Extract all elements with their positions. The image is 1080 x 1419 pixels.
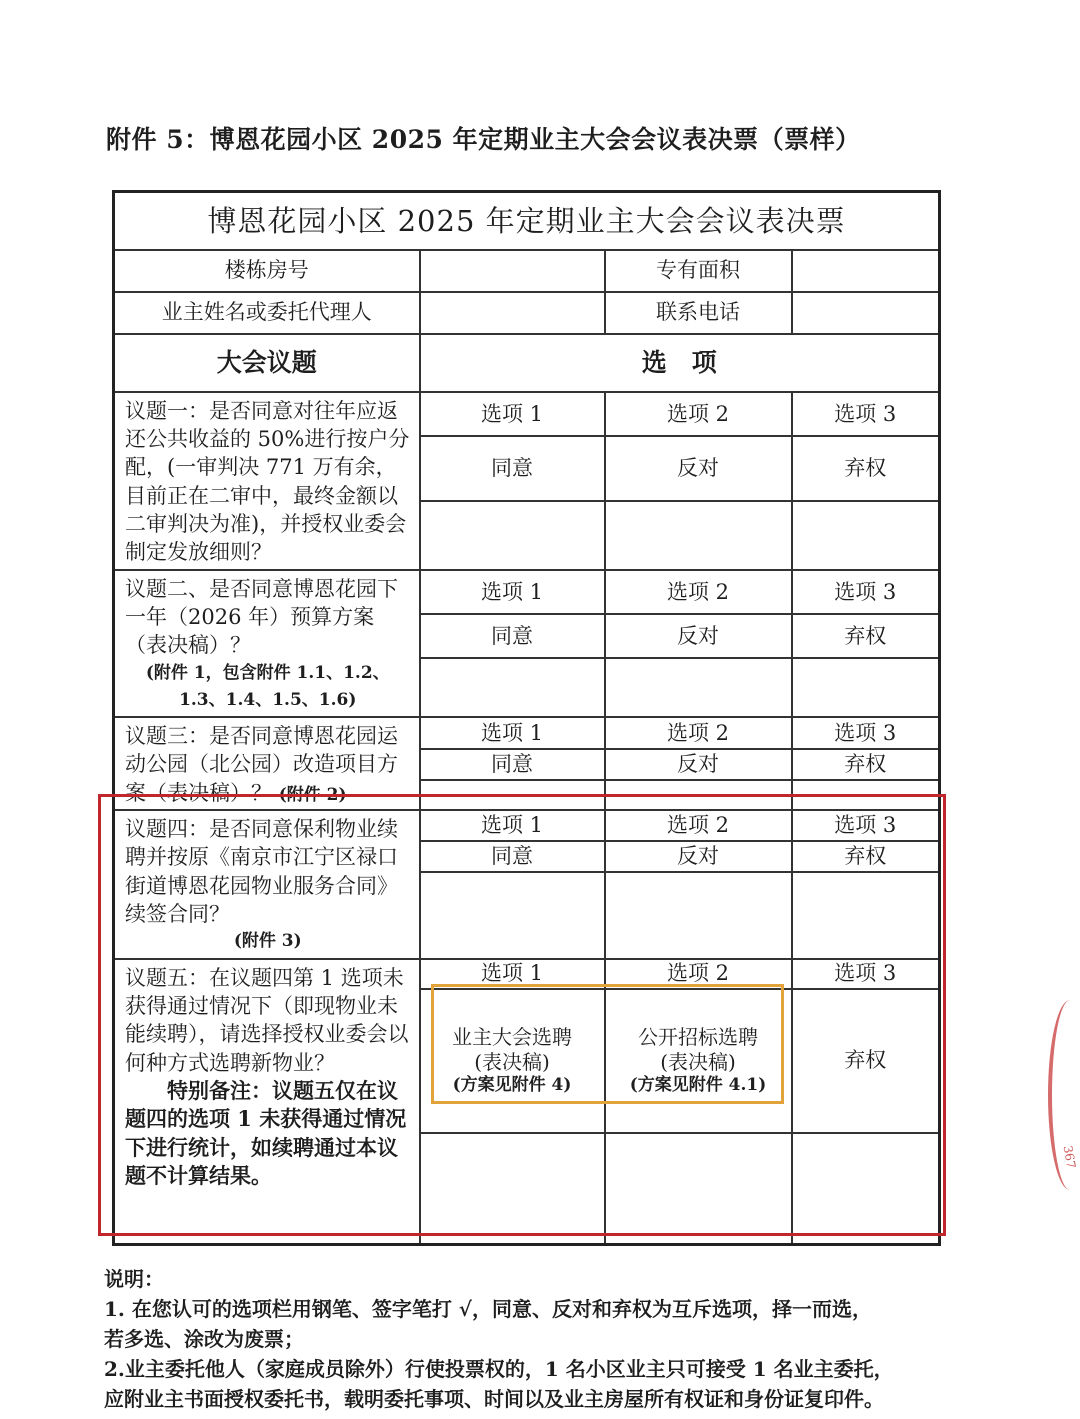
topic-1-option-2-label: 选项 2 bbox=[605, 392, 792, 437]
topic-5-option-2-label: 选项 2 bbox=[605, 959, 792, 989]
topic-5-option-2-title: 公开招标选聘 bbox=[638, 1024, 758, 1049]
instructions-heading: 说明： bbox=[104, 1267, 164, 1291]
area-value-cell[interactable] bbox=[792, 250, 940, 292]
ballot-title: 博恩花园小区 2025 年定期业主大会会议表决票 bbox=[114, 192, 940, 250]
topic-3-agree: 同意 bbox=[420, 749, 605, 781]
topic-4-attachment-ref: (附件 3) bbox=[233, 931, 302, 952]
topic-2-option-1-label: 选项 1 bbox=[420, 570, 605, 615]
topic-5-option-3-label: 选项 3 bbox=[792, 959, 940, 989]
topic-5-option-1-draft: (表决稿) bbox=[474, 1049, 550, 1074]
topic-3-oppose-mark-cell[interactable] bbox=[605, 780, 792, 810]
topic-4-oppose-mark-cell[interactable] bbox=[605, 872, 792, 959]
topic-5-text: 议题五：在议题四第 1 选项未获得通过情况下（即现物业未能续聘），请选择授权业委会以何种方式选聘新物业？ bbox=[125, 965, 409, 1075]
topic-2-cell bbox=[114, 570, 420, 717]
topic-1-oppose: 反对 bbox=[605, 436, 792, 501]
topic-5-option-1-title: 业主大会选聘 bbox=[452, 1024, 572, 1049]
topic-2-option-3-label: 选项 3 bbox=[792, 570, 940, 615]
topic-3-agree-mark-cell[interactable] bbox=[420, 780, 605, 810]
document-caption: 附件 5：博恩花园小区 2025 年定期业主大会会议表决票（票样） bbox=[106, 125, 861, 154]
topic-5-option-2-draft: (表决稿) bbox=[660, 1049, 736, 1074]
topic-4-cell bbox=[114, 810, 420, 959]
instructions-line-1: 1. 在您认可的选项栏用钢笔、签字笔打 √，同意、反对和弃权为互斥选项，择一而选， bbox=[104, 1297, 872, 1321]
topic-5-owner-assembly-option bbox=[420, 989, 605, 1133]
topic-3-option-1-label: 选项 1 bbox=[420, 717, 605, 749]
topic-2-oppose-mark-cell[interactable] bbox=[605, 658, 792, 717]
topic-3-oppose: 反对 bbox=[605, 749, 792, 781]
topic-5-option-1-ref: (方案见附件 4) bbox=[452, 1074, 572, 1095]
topic-5-special-note: 特别备注：议题五仅在议题四的选项 1 未获得通过情况下进行统计，如续聘通过本议题不计算结果。 bbox=[125, 1077, 407, 1188]
phone-value-cell[interactable] bbox=[792, 292, 940, 334]
topic-5-cell bbox=[114, 959, 420, 1245]
topic-4-option-3-label: 选项 3 bbox=[792, 810, 940, 841]
topic-4-text: 议题四：是否同意保利物业续聘并按原《南京市江宁区禄口街道博恩花园物业服务合同》续签合同？ bbox=[125, 817, 398, 927]
topic-2-text: 议题二、是否同意博恩花园下一年（2026 年）预算方案（表决稿）？ bbox=[125, 576, 398, 658]
topic-4-abstain: 弃权 bbox=[792, 841, 940, 872]
instructions bbox=[104, 1264, 1044, 1414]
owner-value-cell[interactable] bbox=[420, 292, 605, 334]
topic-5-option-2-mark-cell[interactable] bbox=[605, 1133, 792, 1245]
topic-5-option-1-label: 选项 1 bbox=[420, 959, 605, 989]
topic-5-abstain: 弃权 bbox=[792, 989, 940, 1133]
topic-1-option-1-label: 选项 1 bbox=[420, 392, 605, 437]
topic-4-agree-mark-cell[interactable] bbox=[420, 872, 605, 959]
topic-1-agree-mark-cell[interactable] bbox=[420, 501, 605, 570]
topic-3-abstain: 弃权 bbox=[792, 749, 940, 781]
topic-2-oppose: 反对 bbox=[605, 614, 792, 658]
topic-1-option-3-label: 选项 3 bbox=[792, 392, 940, 437]
building-value-cell[interactable] bbox=[420, 250, 605, 292]
topic-2-abstain-mark-cell[interactable] bbox=[792, 658, 940, 717]
topic-3-cell bbox=[114, 717, 420, 810]
area-label: 专有面积 bbox=[605, 250, 792, 292]
topic-4-agree: 同意 bbox=[420, 841, 605, 872]
instructions-line-2: 若多选、涂改为废票； bbox=[104, 1327, 304, 1351]
instructions-line-3: 2.业主委托他人（家庭成员除外）行使投票权的，1 名小区业主只可接受 1 名业主委托， bbox=[104, 1357, 894, 1381]
instructions-line-4: 应附业主书面授权委托书，载明委托事项、时间以及业主房屋所有权证和身份证复印件。 bbox=[104, 1387, 884, 1411]
building-label: 楼栋房号 bbox=[114, 250, 420, 292]
owner-label: 业主姓名或委托代理人 bbox=[114, 292, 420, 334]
phone-label: 联系电话 bbox=[605, 292, 792, 334]
topic-4-option-1-label: 选项 1 bbox=[420, 810, 605, 841]
topic-1-text: 议题一：是否同意对往年应返还公共收益的 50%进行按户分配，(一审判决 771 万有余，目前正在二审中，最终金额以二审判决为准)，并授权业委会制定发放细则？ bbox=[114, 392, 420, 570]
topic-1-abstain: 弃权 bbox=[792, 436, 940, 501]
topic-3-abstain-mark-cell[interactable] bbox=[792, 780, 940, 810]
seal-number: 367 bbox=[1060, 1144, 1079, 1170]
topic-5-abstain-mark-cell[interactable] bbox=[792, 1133, 940, 1245]
topic-3-text: 议题三：是否同意博恩花园运动公园（北公园）改造项目方案（表决稿）？ bbox=[125, 723, 398, 805]
topic-5-public-tender-option bbox=[605, 989, 792, 1133]
topic-1-oppose-mark-cell[interactable] bbox=[605, 501, 792, 570]
topic-2-agree: 同意 bbox=[420, 614, 605, 658]
topic-3-option-2-label: 选项 2 bbox=[605, 717, 792, 749]
topic-2-agree-mark-cell[interactable] bbox=[420, 658, 605, 717]
topic-4-abstain-mark-cell[interactable] bbox=[792, 872, 940, 959]
topic-2-option-2-label: 选项 2 bbox=[605, 570, 792, 615]
topic-3-attachment-ref: (附件 2) bbox=[278, 784, 347, 805]
topic-5-option-2-ref: (方案见附件 4.1) bbox=[629, 1074, 767, 1095]
topic-1-abstain-mark-cell[interactable] bbox=[792, 501, 940, 570]
ballot-table bbox=[112, 190, 941, 1246]
topic-2-attachment-ref: (附件 1，包含附件 1.1、1.2、1.3、1.4、1.5、1.6) bbox=[145, 662, 390, 710]
topics-header: 大会议题 bbox=[114, 334, 420, 392]
options-header: 选 项 bbox=[420, 334, 940, 392]
topic-2-abstain: 弃权 bbox=[792, 614, 940, 658]
topic-3-option-3-label: 选项 3 bbox=[792, 717, 940, 749]
topic-4-oppose: 反对 bbox=[605, 841, 792, 872]
topic-1-agree: 同意 bbox=[420, 436, 605, 501]
topic-4-option-2-label: 选项 2 bbox=[605, 810, 792, 841]
topic-5-option-1-mark-cell[interactable] bbox=[420, 1133, 605, 1245]
